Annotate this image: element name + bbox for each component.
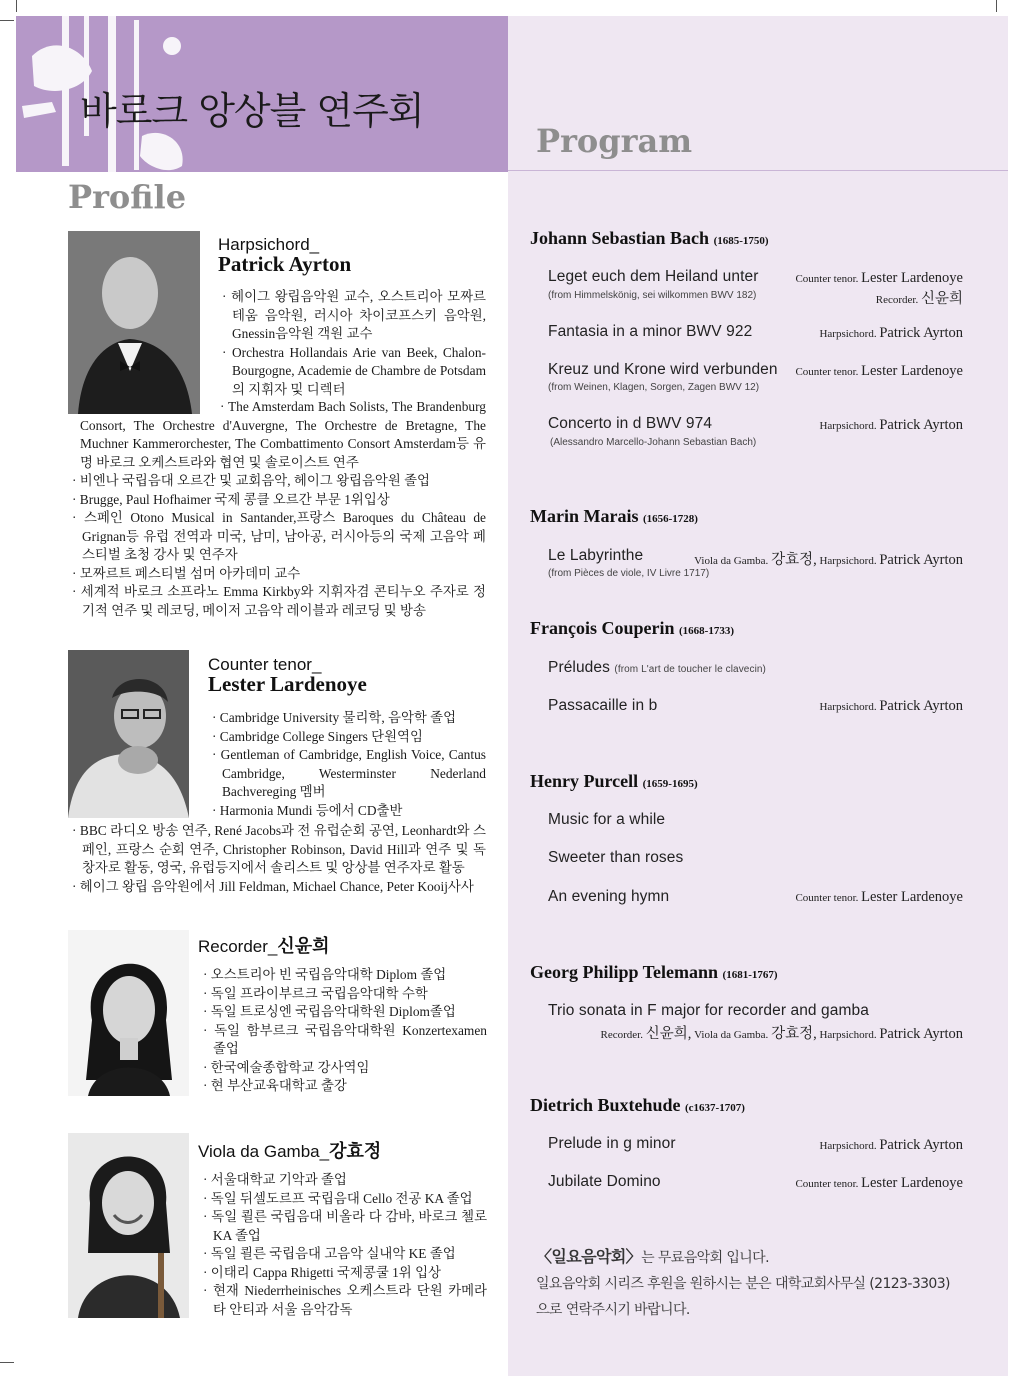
performer-credit: Counter tenor. Lester Lardenoye — [795, 1175, 963, 1191]
bio-line: · Cambridge University 물리학, 음악학 졸업 — [212, 710, 457, 725]
piece-title: Trio sonata in F major for recorder and gamba — [548, 1002, 869, 1019]
piece-note: (from Weinen, Klagen, Sorgen, Zagen BWV 12) — [548, 382, 760, 393]
piece-title: Concerto in d BWV 974 — [548, 415, 713, 432]
piece-title: Préludes (from L'art de toucher le clavecin) — [548, 659, 766, 676]
bio-line: · 스페인 Otono Musical in Santander,프랑스 Baroques du Château de Grignan등 유럽 전역과 미국, 남미, 남아공, 러시아등의 국제 고음악 페스티벌 초청 강사 및 연주자 — [72, 510, 486, 562]
composer-years: (1656-1728) — [642, 513, 698, 525]
bio-line: · 비엔나 국립음대 오르간 및 교회음악, 헤이그 왕립음악원 졸업 — [72, 473, 430, 488]
performer-photo — [68, 1133, 189, 1318]
piece-title: Leget euch dem Heiland unter — [548, 268, 759, 285]
performer-bio — [72, 822, 486, 896]
crop-mark — [0, 1362, 14, 1363]
bio-line: · 독일 프라이부르크 국립음악대학 수학 — [203, 985, 428, 1001]
notice-line: 일요음악회 시리즈 후원을 원하시는 분은 대학교회사무실 (2123-3303) — [536, 1276, 950, 1292]
performer-name: 강효정 — [329, 1141, 382, 1162]
piece-title: Le Labyrinthe — [548, 547, 644, 564]
composer-name: Marin Marais — [530, 506, 639, 526]
composer-years: (1668-1733) — [679, 625, 735, 637]
bio-line: · 독일 뒤셀도르프 국립음대 Cello 전공 KA 졸업 — [203, 1190, 473, 1206]
performer-photo — [68, 650, 189, 818]
performer-bio — [72, 398, 486, 620]
performer-credit: Counter tenor. Lester Lardenoye — [795, 270, 963, 286]
performer-name: Patrick Ayrton — [218, 252, 352, 276]
notice-line: 〈일요음악회〉는 무료음악회 입니다. — [536, 1247, 769, 1266]
composer-heading — [530, 771, 698, 792]
composer-name: Henry Purcell — [530, 771, 639, 791]
bio-line: · 독일 쾰른 국립음대 고음악 실내악 KE 졸업 — [203, 1246, 456, 1261]
composer-name: Dietrich Buxtehude — [530, 1095, 681, 1115]
bio-line: · Cambridge College Singers 단원역임 — [212, 728, 423, 744]
piece-title: Music for a while — [548, 811, 666, 828]
piece-note: (Alessandro Marcello-Johann Sebastian Bach) — [550, 437, 757, 448]
portrait-man-icon — [68, 231, 200, 414]
bio-line: · 헤이그 왕립 음악원에서 Jill Feldman, Michael Chance, Peter Kooij사사 — [72, 878, 474, 894]
concert-title: 바로크 앙상블 연주회 — [80, 89, 424, 133]
piece-title: Prelude in g minor — [548, 1135, 676, 1152]
performer-role-label: Recorder_ — [198, 937, 278, 956]
composer-heading — [530, 618, 734, 639]
composer-name: Georg Philipp Telemann — [530, 962, 719, 982]
bio-line: · The Amsterdam Bach Solists, The Brandenburg Consort, The Orchestre d'Auvergne, The Orchestre de Bretagne, The Muchner Kammerorchester, The Combattimento Consort Amsterdam등 유명 바로크 오케스트라와 협연 및 솔로이스트 연주 — [80, 399, 486, 470]
composer-heading — [530, 1095, 745, 1116]
piece-title: Sweeter than roses — [548, 849, 684, 866]
composer-heading — [530, 228, 769, 249]
portrait-woman-icon — [68, 930, 189, 1096]
concert-notice — [536, 1244, 996, 1323]
performer-name: Lester Lardenoye — [208, 672, 367, 696]
performer-credit: Harpsichord. Patrick Ayrton — [819, 1137, 963, 1153]
program-heading: Program — [536, 122, 693, 160]
piece-title: Jubilate Domino — [548, 1173, 661, 1190]
piece-title: Passacaille in b — [548, 697, 658, 714]
program-panel — [508, 16, 1008, 1376]
piece-title: Kreuz und Krone wird verbunden — [548, 361, 778, 378]
bio-line: · Gentleman of Cambridge, English Voice, Cantus Cambridge, Westerminster Nederland Bachvereging 멤버 — [212, 747, 486, 799]
bio-line: · 현재 Niederrheinisches 오케스트라 단원 카메라타 안티과 서울 음악감독 — [203, 1283, 487, 1317]
composer-name: Johann Sebastian Bach — [530, 228, 710, 248]
performer-bio — [203, 966, 487, 1096]
crop-mark — [996, 0, 997, 12]
piece-note: (from Himmelskönig, sei wilkommen BWV 182) — [548, 290, 757, 301]
composer-years: (c1637-1707) — [685, 1102, 745, 1114]
bio-line: · 이태리 Cappa Rhigetti 국제콩쿨 1위 입상 — [203, 1264, 441, 1280]
performer-bio — [212, 709, 486, 820]
performer-name: 신윤희 — [277, 936, 330, 957]
portrait-man-glasses-icon — [68, 650, 189, 818]
composer-years: (1685-1750) — [713, 235, 769, 247]
performer-bio — [222, 288, 486, 399]
bio-line: · 헤이그 왕립음악원 교수, 오스트리아 모짜르테움 음악원, 러시아 차이코프스키 음악원, Gnessin음악원 객원 교수 — [222, 289, 486, 341]
bio-line: · Orchestra Hollandais Arie van Beek, Chalon-Bourgogne, Academie de Chambre de Potsdam의 지휘자 및 디렉터 — [222, 344, 486, 397]
piece-note: (from L'art de toucher le clavecin) — [614, 664, 766, 675]
performer-credit: Harpsichord. Patrick Ayrton — [819, 698, 963, 714]
piece-note: (from Pièces de viole, IV Livre 1717) — [548, 568, 710, 579]
performer-credit: Viola da Gamba. 강효정, Harpsichord. Patrick Ayrton — [694, 552, 963, 568]
bio-line: · 현 부산교육대학교 출강 — [203, 1078, 347, 1093]
crop-mark — [16, 0, 17, 12]
composer-heading — [530, 962, 778, 983]
composer-years: (1659-1695) — [642, 778, 698, 790]
divider — [508, 170, 1008, 171]
performer-credit: Counter tenor. Lester Lardenoye — [795, 363, 963, 379]
composer-years: (1681-1767) — [722, 969, 778, 981]
performer-credit: Recorder. 신윤희, Viola da Gamba. 강효정, Harpsichord. Patrick Ayrton — [600, 1026, 963, 1042]
bio-line: · 오스트리아 빈 국립음악대학 Diplom 졸업 — [203, 967, 447, 982]
performer-photo — [68, 930, 189, 1096]
bio-line: · 독일 트로싱엔 국립음악대학원 Diplom졸업 — [203, 1004, 456, 1019]
crop-mark — [0, 20, 14, 21]
bio-line: · 서울대학교 기악과 졸업 — [203, 1172, 347, 1187]
performer-role-label: Viola da Gamba_ — [198, 1142, 330, 1161]
performer-credit: Harpsichord. Patrick Ayrton — [819, 417, 963, 433]
bio-line: · 세계적 바로크 소프라노 Emma Kirkby와 지휘자겸 콘티누오 주자로 정기적 연주 및 레코딩, 메이저 고음악 레이블과 레코딩 및 방송 — [72, 584, 486, 618]
performer-credit: Recorder. 신윤희 — [875, 291, 963, 307]
bio-line: · 독일 쾰른 국립음대 비올라 다 감바, 바로크 첼로 KA 졸업 — [203, 1209, 487, 1243]
performer-credit: Harpsichord. Patrick Ayrton — [819, 325, 963, 341]
bio-line: · 독일 함부르크 국립음악대학원 Konzertexamen 졸업 — [203, 1022, 487, 1056]
performer-role: Harpsichord_ — [218, 235, 320, 254]
bio-line: · Brugge, Paul Hofhaimer 국제 콩클 오르간 부문 1위입상 — [72, 491, 390, 507]
performer-bio — [203, 1171, 487, 1319]
performer-role — [198, 932, 330, 958]
bio-line: · 한국예술종합학교 강사역임 — [203, 1059, 370, 1075]
performer-credit: Counter tenor. Lester Lardenoye — [795, 889, 963, 905]
performer-photo — [68, 231, 200, 414]
bio-line: · BBC 라디오 방송 연주, René Jacobs과 전 유럽순회 공연, Leonhardt와 스페인, 프랑스 순회 연주, Christopher Robinson, David Hill과 연주 및 독창자로 활동, 영국, 유럽등지에서 솔리스트 및 앙상블 연주자로 활동 — [72, 823, 486, 875]
bio-line: · 모짜르트 페스티벌 섬머 아카데미 교수 — [72, 565, 301, 581]
composer-name: François Couperin — [530, 618, 675, 638]
piece-title: Fantasia in a minor BWV 922 — [548, 323, 753, 340]
bio-line: · Harmonia Mundi 등에서 CD출반 — [212, 802, 403, 818]
profile-heading: Profile — [68, 178, 187, 216]
notice-line: 으로 연락주시기 바랍니다. — [536, 1302, 690, 1318]
composer-heading — [530, 506, 698, 527]
portrait-woman-smiling-icon — [68, 1133, 189, 1318]
performer-role: Counter tenor_ — [208, 655, 322, 674]
notice-highlight: 〈일요음악회〉 — [536, 1247, 642, 1266]
performer-role — [198, 1137, 381, 1163]
piece-title: An evening hymn — [548, 888, 670, 905]
